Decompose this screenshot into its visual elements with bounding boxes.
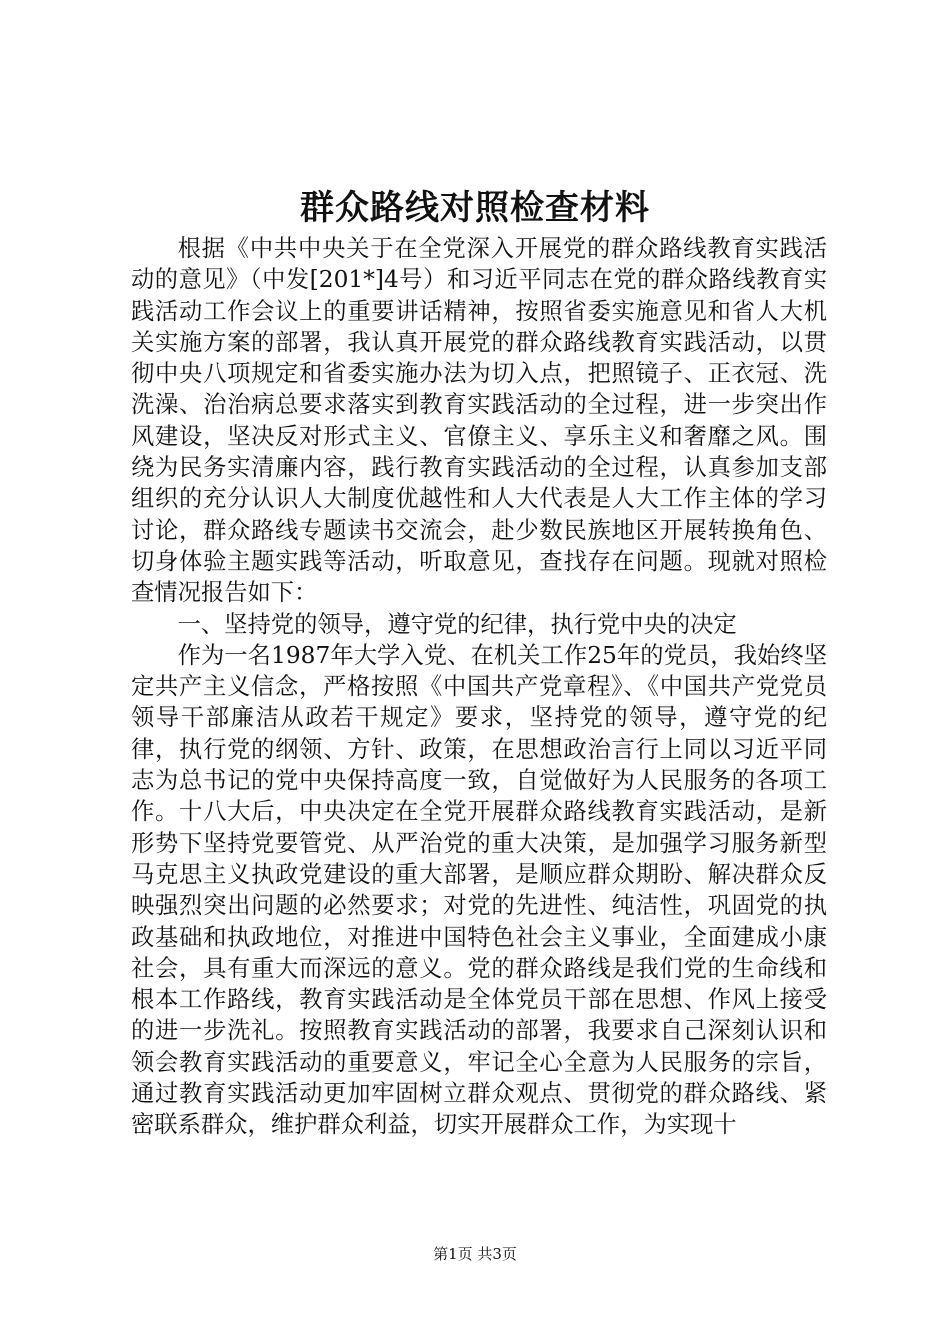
document-body <box>131 233 827 1141</box>
intro-paragraph: 根据《中共中央关于在全党深入开展党的群众路线教育实践活动的意见》（中发[201*]4号）和习近平同志在党的群众路线教育实践活动工作会议上的重要讲话精神，按照省委实施意见和省人大机关实施方案的部署，我认真开展党的群众路线教育实践活动，以贯彻中央八项规定和省委实施办法为切入点，把照镜子、正衣冠、洗洗澡、治治病总要求落实到教育实践活动的全过程，进一步突出作风建设，坚决反对形式主义、官僚主义、享乐主义和奢靡之风。围绕为民务实清廉内容，践行教育实践活动的全过程，认真参加支部组织的充分认识人大制度优越性和人大代表是人大工作主体的学习讨论，群众路线专题读书交流会，赴少数民族地区开展转换角色、切身体验主题实践等活动，听取意见，查找存在问题。现就对照检查情况报告如下： <box>131 235 827 607</box>
document-title: 群众路线对照检查材料 <box>300 188 650 228</box>
page-number: 第1页 共3页 <box>433 1245 517 1263</box>
body-paragraph: 作为一名1987年大学入党、在机关工作25年的党员，我始终坚定共产主义信念，严格按照《中国共产党章程》、《中国共产党党员领导干部廉洁从政若干规定》要求，坚持党的领导，遵守党的纪律，执行党的纲领、方针、政策，在思想政治言行上同以习近平同志为总书记的党中央保持高度一致，自觉做好为人民服务的各项工作。十八大后，中央决定在全党开展群众路线教育实践活动，是新形势下坚持党要管党、从严治党的重大决策，是加强学习服务新型马克思主义执政党建设的重大部署，是顺应群众期盼、解决群众反映强烈突出问题的必然要求；对党的先进性、纯洁性，巩固党的执政基础和执政地位，对推进中国特色社会主义事业，全面建成小康社会，具有重大而深远的意义。党的群众路线是我们党的生命线和根本工作路线，教育实践活动是全体党员干部在思想、作风上接受的进一步洗礼。按照教育实践活动的部署，我要求自己深刻认识和领会教育实践活动的重要意义，牢记全心全意为人民服务的宗旨，通过教育实践活动更加牢固树立群众观点、贯彻党的群众路线、紧密联系群众，维护群众利益，切实开展群众工作，为实现十 <box>131 641 827 1139</box>
section-heading: 一、坚持党的领导，遵守党的纪律，执行党中央的决定 <box>177 610 737 638</box>
